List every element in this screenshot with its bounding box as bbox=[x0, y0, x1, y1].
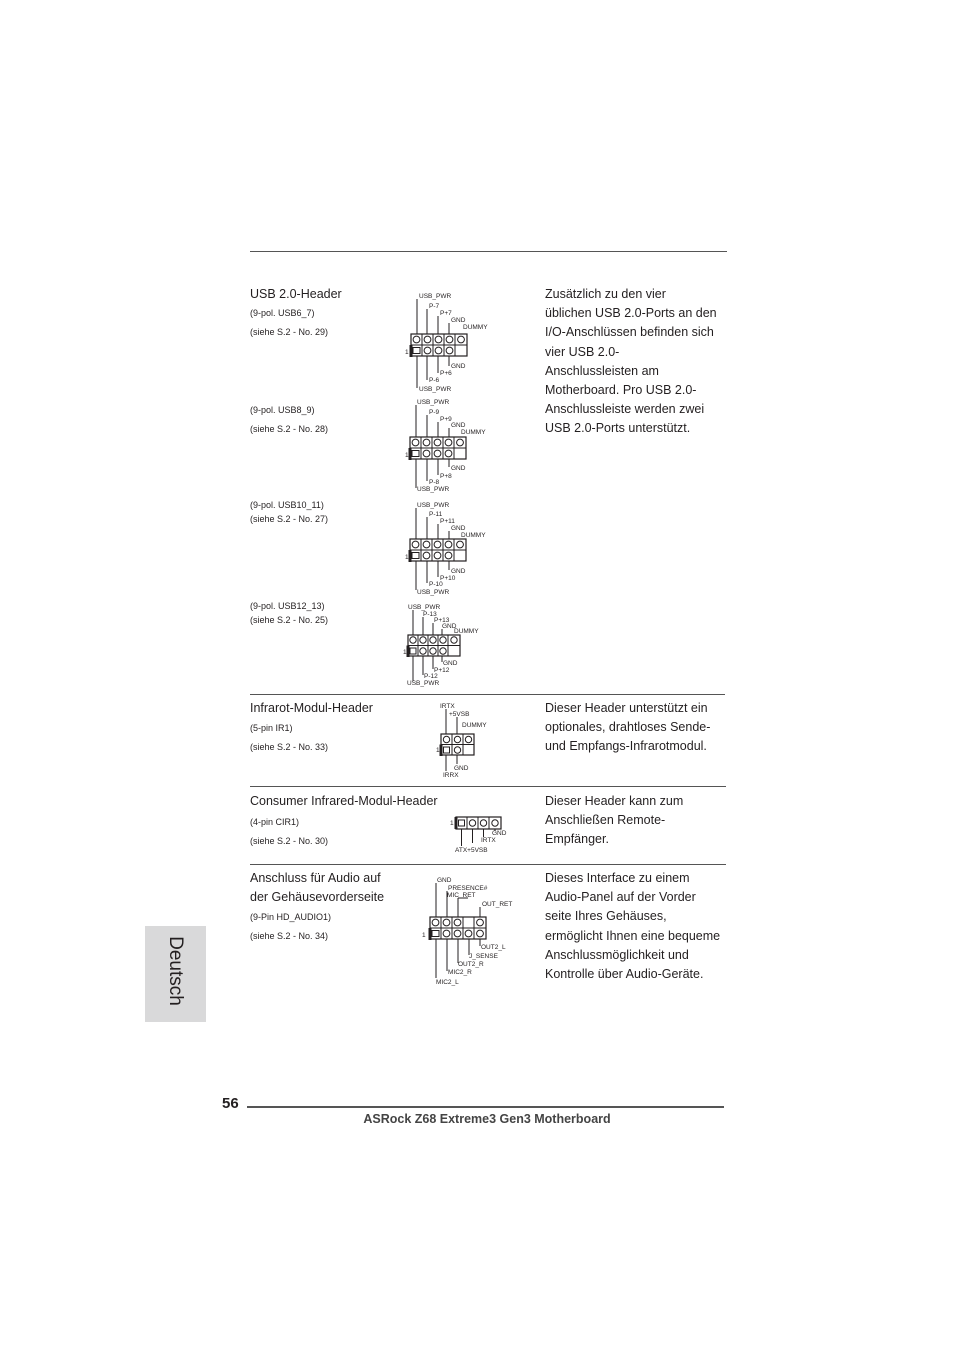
svg-text:USB_PWR: USB_PWR bbox=[417, 502, 450, 509]
svg-text:GND: GND bbox=[451, 317, 466, 324]
page-number: 56 bbox=[222, 1095, 239, 1112]
audio-pins: (9-Pin HD_AUDIO1) bbox=[250, 912, 332, 922]
section-rule-ir bbox=[250, 694, 725, 695]
svg-text:USB_PWR: USB_PWR bbox=[417, 399, 450, 406]
ir-pins: (5-pin IR1) bbox=[250, 723, 293, 733]
svg-text:J_SENSE: J_SENSE bbox=[469, 953, 498, 960]
usb-header-1-pins: (9-pol. USB6_7) bbox=[250, 308, 315, 318]
svg-text:P-13: P-13 bbox=[423, 611, 437, 618]
svg-text:OUT2_R: OUT2_R bbox=[458, 961, 484, 968]
usb-pin-diagram-2 bbox=[405, 395, 505, 500]
section-rule-cir bbox=[250, 786, 726, 787]
svg-text:GND: GND bbox=[443, 660, 458, 667]
svg-text:DUMMY: DUMMY bbox=[461, 429, 486, 436]
svg-text:OUT_RET: OUT_RET bbox=[482, 901, 513, 908]
svg-text:1: 1 bbox=[405, 554, 409, 561]
footer-rule bbox=[247, 1106, 724, 1108]
svg-text:USB_PWR: USB_PWR bbox=[417, 589, 450, 596]
cir-pins: (4-pin CIR1) bbox=[250, 817, 300, 827]
svg-text:1: 1 bbox=[405, 349, 409, 356]
svg-text:P-10: P-10 bbox=[429, 581, 443, 588]
usb-pin-diagram-1 bbox=[405, 290, 505, 395]
svg-text:1: 1 bbox=[450, 820, 454, 827]
top-rule bbox=[250, 251, 727, 252]
svg-text:MIC_RET: MIC_RET bbox=[447, 892, 476, 899]
svg-text:P-6: P-6 bbox=[429, 377, 440, 384]
cir-ref: (siehe S.2 - No. 30) bbox=[250, 836, 329, 846]
svg-text:P+12: P+12 bbox=[434, 667, 450, 674]
svg-text:GND: GND bbox=[451, 525, 466, 532]
svg-text:GND: GND bbox=[451, 568, 466, 575]
usb-header-3-pins: (9-pol. USB10_11) bbox=[250, 500, 324, 510]
svg-text:GND: GND bbox=[454, 765, 469, 772]
svg-text:MIC2_L: MIC2_L bbox=[436, 979, 459, 986]
svg-text:DUMMY: DUMMY bbox=[462, 722, 487, 729]
svg-text:DUMMY: DUMMY bbox=[461, 532, 486, 539]
ir-description: Dieser Header unterstützt ein optionales, drahtloses Sende- und Empfangs-Infrarotmodul. bbox=[545, 701, 711, 754]
svg-text:USB_PWR: USB_PWR bbox=[417, 486, 450, 493]
audio-title-line2: der Gehäusevorderseite bbox=[250, 890, 385, 904]
svg-text:USB_PWR: USB_PWR bbox=[419, 386, 452, 393]
usb-pin-diagram-3 bbox=[405, 498, 505, 600]
svg-text:P-12: P-12 bbox=[424, 673, 438, 680]
svg-text:IRTX: IRTX bbox=[440, 703, 455, 710]
svg-text:OUT2_L: OUT2_L bbox=[481, 944, 506, 951]
svg-text:DUMMY: DUMMY bbox=[463, 324, 488, 331]
svg-text:P-8: P-8 bbox=[429, 479, 440, 486]
audio-description: Dieses Interface zu einem Audio-Panel auf der Vorder seite Ihres Gehäuses, ermöglicht Ihnen eine bequeme Anschlussmöglichkeit und Kontrolle über Audio-Geräte. bbox=[545, 871, 721, 982]
ir-title: Infrarot-Modul-Header bbox=[250, 701, 373, 715]
svg-text:USB_PWR: USB_PWR bbox=[407, 680, 440, 687]
svg-text:GND: GND bbox=[442, 623, 457, 630]
svg-text:GND: GND bbox=[451, 422, 466, 429]
audio-ref: (siehe S.2 - No. 34) bbox=[250, 931, 329, 941]
svg-text:P+11: P+11 bbox=[440, 518, 455, 525]
usb-header-4-pins: (9-pol. USB12_13) bbox=[250, 601, 325, 611]
usb-title: USB 2.0-Header bbox=[250, 287, 342, 301]
svg-text:1: 1 bbox=[422, 932, 426, 939]
cir-description: Dieser Header kann zum Anschließen Remote- Empfänger. bbox=[545, 794, 684, 847]
usb-header-2-ref: (siehe S.2 - No. 28) bbox=[250, 424, 329, 434]
svg-text:IRTX: IRTX bbox=[481, 837, 496, 844]
svg-text:GND: GND bbox=[451, 363, 466, 370]
svg-text:P-7: P-7 bbox=[429, 303, 440, 310]
svg-text:P+6: P+6 bbox=[440, 370, 452, 377]
svg-text:1: 1 bbox=[436, 747, 440, 754]
svg-text:P+7: P+7 bbox=[440, 310, 452, 317]
svg-text:P+13: P+13 bbox=[434, 617, 450, 624]
footer-text: ASRock Z68 Extreme3 Gen3 Motherboard bbox=[363, 1112, 611, 1126]
svg-text:PRESENCE#: PRESENCE# bbox=[448, 885, 488, 892]
usb-description: Zusätzlich zu den vier üblichen USB 2.0-Ports an den I/O-Anschlüssen befinden sich vier USB 2.0- Anschlussleisten am Motherboard. Pro USB 2.0- Anschlussleiste werden zwei USB 2.0-Ports unterstützt. bbox=[545, 287, 717, 436]
svg-text:P+10: P+10 bbox=[440, 575, 456, 582]
svg-text:GND: GND bbox=[437, 877, 452, 884]
audio-title-line1: Anschluss für Audio auf bbox=[250, 871, 381, 885]
svg-text:+5VSB: +5VSB bbox=[449, 711, 470, 718]
svg-text:USB_PWR: USB_PWR bbox=[408, 604, 441, 611]
svg-text:IRRX: IRRX bbox=[443, 772, 459, 779]
cir-pin-diagram bbox=[450, 813, 520, 857]
usb-pin-diagram-4 bbox=[403, 600, 503, 692]
svg-text:GND: GND bbox=[492, 830, 507, 837]
usb-header-1-ref: (siehe S.2 - No. 29) bbox=[250, 327, 329, 337]
usb-header-3-ref: (siehe S.2 - No. 27) bbox=[250, 514, 329, 524]
language-side-tab bbox=[145, 926, 206, 1022]
ir-pin-diagram bbox=[436, 700, 496, 780]
section-rule-audio bbox=[250, 864, 726, 865]
svg-text:GND: GND bbox=[451, 465, 466, 472]
svg-text:P+9: P+9 bbox=[440, 416, 452, 423]
svg-text:MIC2_R: MIC2_R bbox=[448, 969, 472, 976]
svg-text:1: 1 bbox=[405, 452, 409, 459]
svg-text:1: 1 bbox=[403, 649, 407, 656]
audio-pin-diagram bbox=[422, 873, 522, 988]
usb-header-4-ref: (siehe S.2 - No. 25) bbox=[250, 615, 329, 625]
svg-text:P-11: P-11 bbox=[429, 511, 443, 518]
language-tab-label: Deutsch bbox=[165, 936, 186, 1006]
usb-header-2-pins: (9-pol. USB8_9) bbox=[250, 405, 315, 415]
svg-text:DUMMY: DUMMY bbox=[454, 628, 479, 635]
svg-text:USB_PWR: USB_PWR bbox=[419, 293, 452, 300]
ir-ref: (siehe S.2 - No. 33) bbox=[250, 742, 329, 752]
svg-text:P-9: P-9 bbox=[429, 409, 440, 416]
cir-title: Consumer Infrared-Modul-Header bbox=[250, 794, 438, 808]
svg-text:ATX+5VSB: ATX+5VSB bbox=[455, 847, 488, 854]
svg-text:P+8: P+8 bbox=[440, 473, 452, 480]
